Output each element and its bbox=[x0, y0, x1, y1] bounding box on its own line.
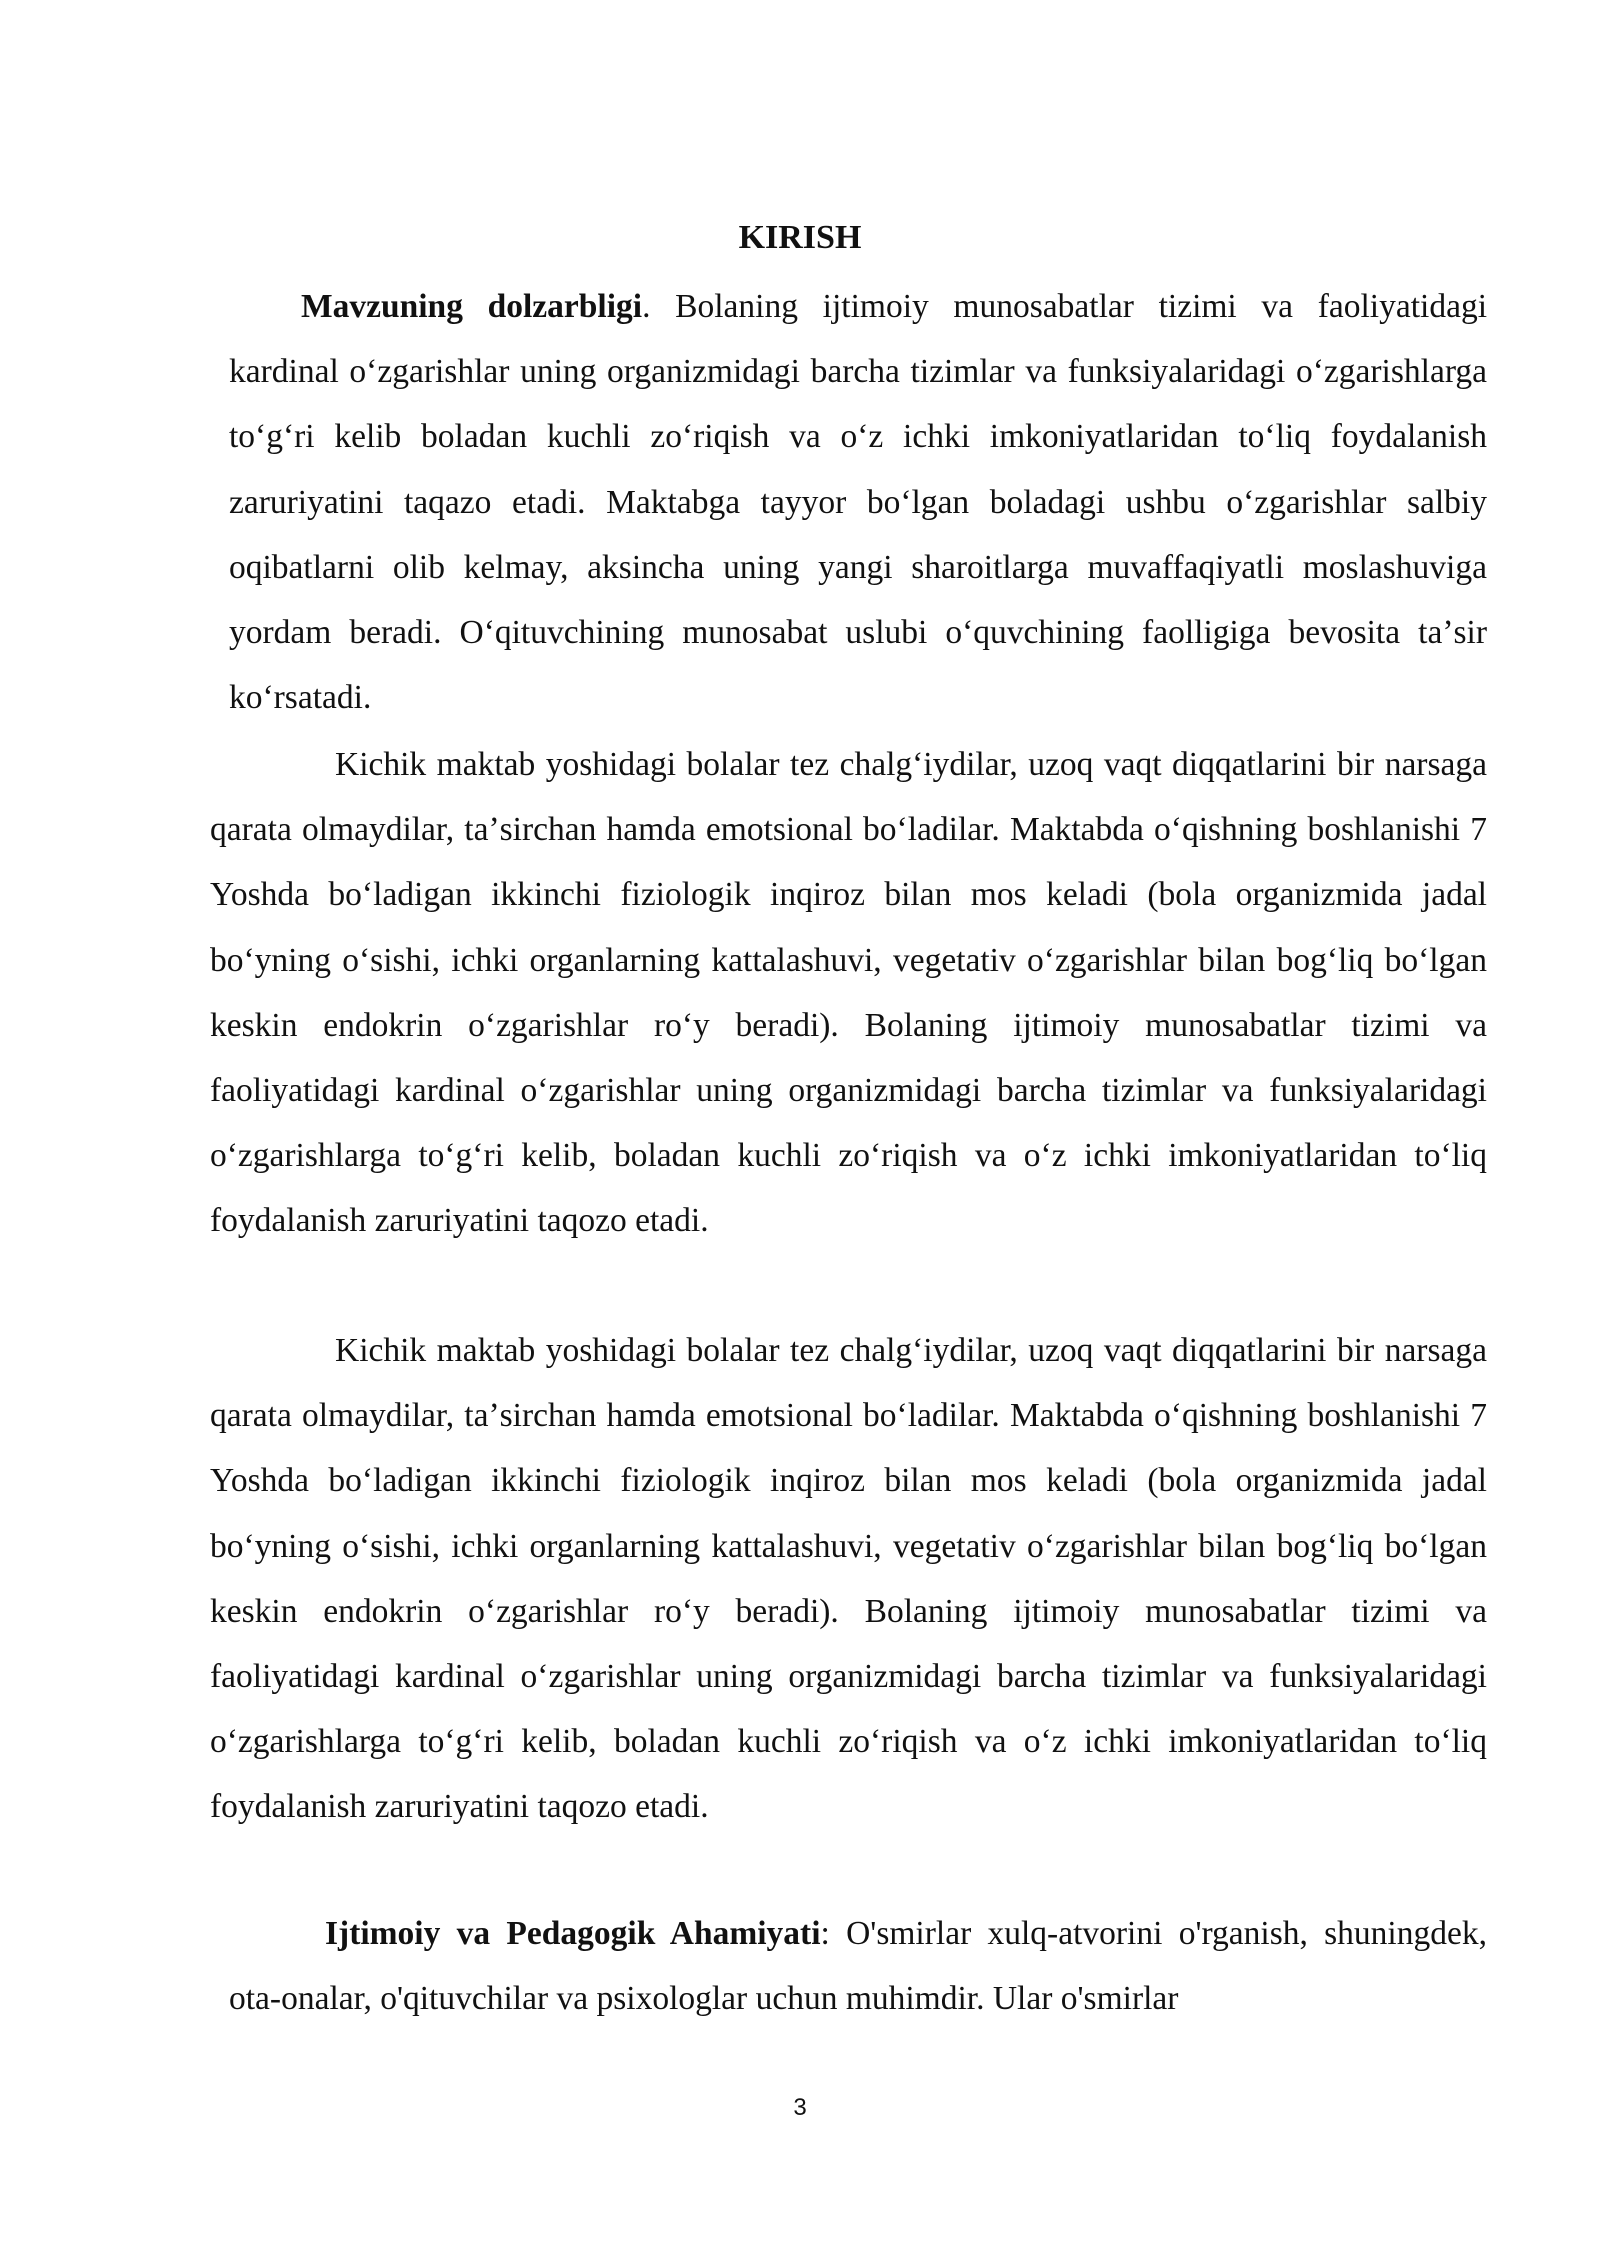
paragraph-body: Kichik maktab yoshidagi bolalar tez chalgʻiydilar, uzoq vaqt diqqatlarini bir narsaga qarata olmaydilar, taʼsirchan hamda emotsional boʻladilar. Maktabda oʻqishning boshlanishi 7 Yoshda boʻladigan ikkinchi fiziologik inqiroz bilan mos keladi (bola organizmida jadal boʻyning oʻsishi, ichki organlarning kattalashuvi, vegetativ oʻzgarishlar bilan bogʻliq boʻlgan keskin endokrin oʻzgarishlar roʻy beradi). Bolaning ijtimoiy munosabatlar tizimi va faoliyatidagi kardinal oʻzgarishlar uning organizmidagi barcha tizimlar va funksiyalaridagi oʻzgarishlarga toʻgʻri kelib, boladan kuchli zoʻriqish va oʻz ichki imkoniyatlaridan toʻliq foydalanish zaruriyatini taqozo etadi. bbox=[210, 746, 1487, 1240]
page-number bbox=[0, 2094, 1600, 2122]
significance-lead: Ijtimoiy va Pedagogik Ahamiyati bbox=[325, 1915, 821, 1952]
relevance-lead-punct: . bbox=[642, 288, 651, 325]
page-title bbox=[120, 218, 1600, 258]
heading-text: KIRISH bbox=[738, 219, 862, 256]
paragraph-relevance bbox=[229, 274, 1487, 730]
paragraph-body: Kichik maktab yoshidagi bolalar tez chalgʻiydilar, uzoq vaqt diqqatlarini bir narsaga qarata olmaydilar, taʼsirchan hamda emotsional boʻladilar. Maktabda oʻqishning boshlanishi 7 Yoshda boʻladigan ikkinchi fiziologik inqiroz bilan mos keladi (bola organizmida jadal boʻyning oʻsishi, ichki organlarning kattalashuvi, vegetativ oʻzgarishlar bilan bogʻliq boʻlgan keskin endokrin oʻzgarishlar roʻy beradi). Bolaning ijtimoiy munosabatlar tizimi va faoliyatidagi kardinal oʻzgarishlar uning organizmidagi barcha tizimlar va funksiyalaridagi oʻzgarishlarga toʻgʻri kelib, boladan kuchli zoʻriqish va oʻz ichki imkoniyatlaridan toʻliq foydalanish zaruriyatini taqozo etadi. bbox=[210, 1332, 1487, 1826]
relevance-lead: Mavzuning dolzarbligi bbox=[301, 288, 643, 325]
paragraph-significance bbox=[229, 1901, 1487, 2031]
relevance-body: Bolaning ijtimoiy munosabatlar tizimi va faoliyatidagi kardinal oʻzgarishlar uning organizmidagi barcha tizimlar va funksiyalaridagi oʻzgarishlarga toʻgʻri kelib boladan kuchli zoʻriqish va oʻz ichki imkoniyatlaridan toʻliq foydalanish zaruriyatini taqazo etadi. Maktabga tayyor boʻlgan boladagi ushbu oʻzgarishlar salbiy oqibatlarni olib kelmay, aksincha uning yangi sharoitlarga muvaffaqiyatli moslashuviga yordam beradi. Oʻqituvchining munosabat uslubi oʻquvchining faolligiga bevosita taʼsir koʻrsatadi. bbox=[229, 288, 1488, 717]
page-number-text: 3 bbox=[793, 2094, 807, 2121]
significance-body: : O'smirlar xulq-atvorini o'rganish, shuningdek, ota-onalar, o'qituvchilar va psixologlar uchun muhimdir. Ular o'smirlar bbox=[229, 1915, 1487, 2018]
